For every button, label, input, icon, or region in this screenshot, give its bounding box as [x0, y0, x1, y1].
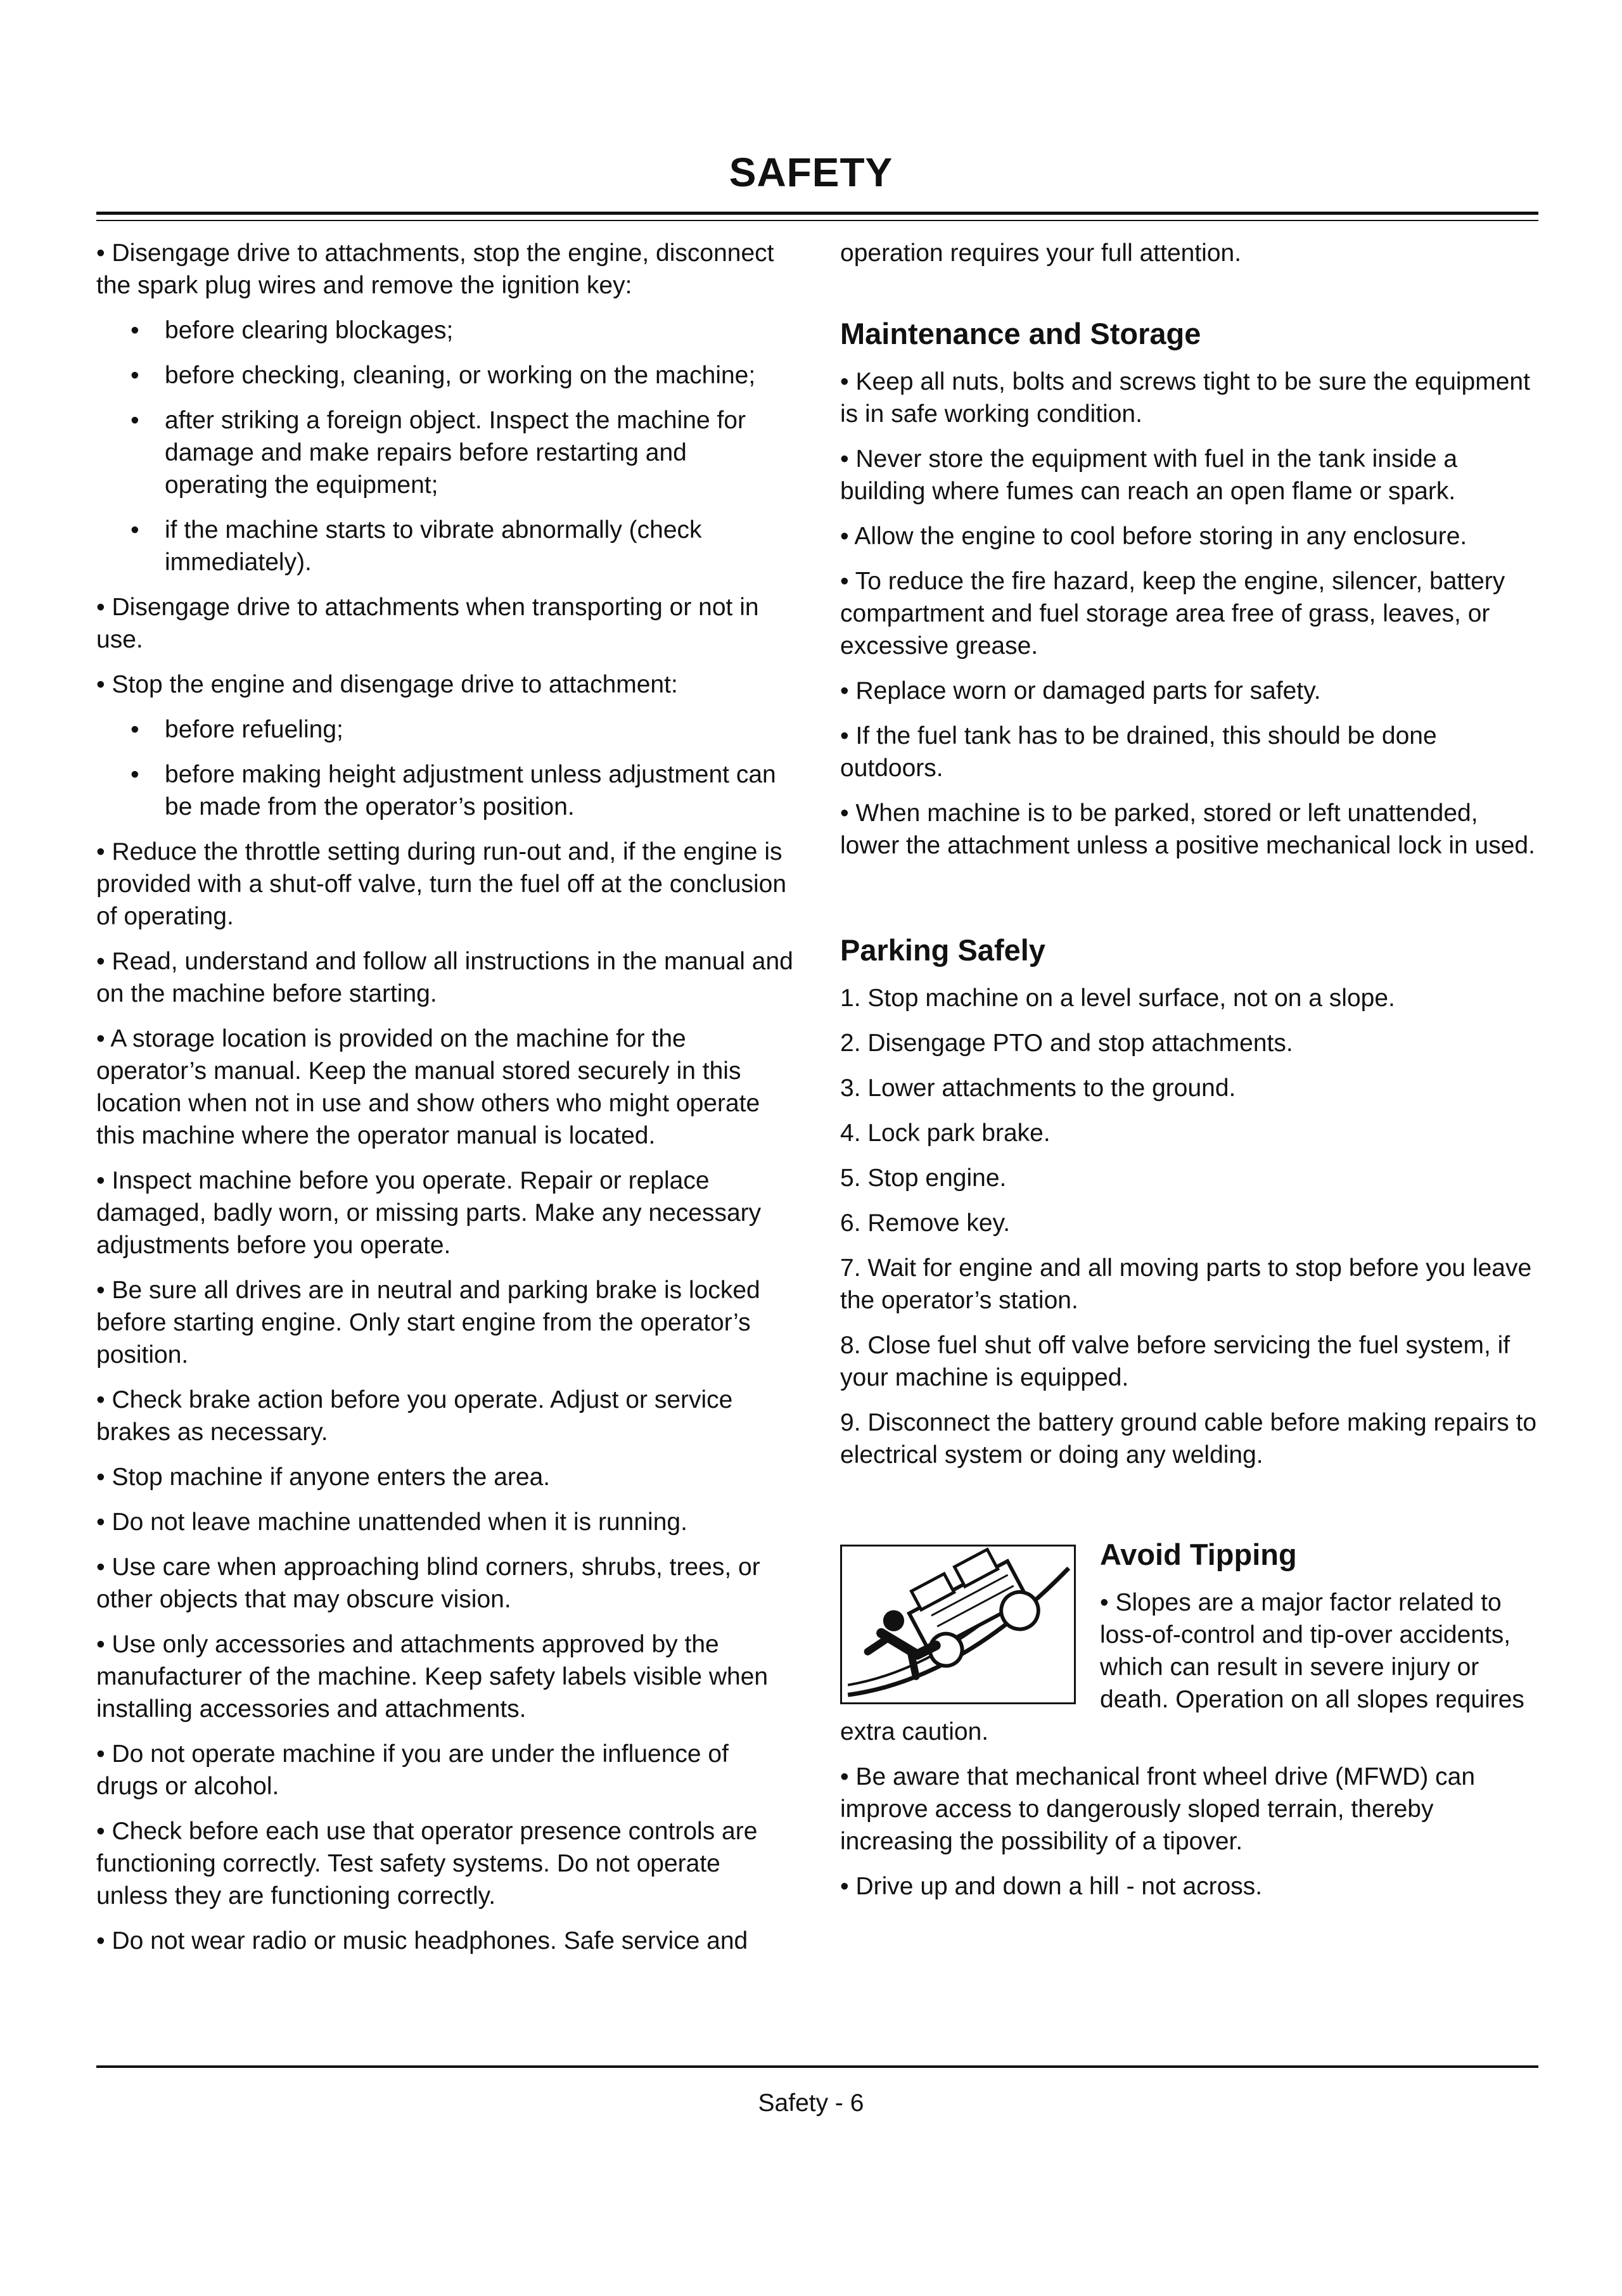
list-item: • A storage location is provided on the machine for the operator’s manual. Keep the manual stored securely in this location when not in use and show others who might operate this machine where the operator manual is located.	[96, 1025, 760, 1149]
list-item: • When machine is to be parked, stored or left unattended, lower the attachment unless a positive mechanical lock in used.	[840, 800, 1535, 859]
list-item: • Do not wear radio or music headphones. Safe service and	[96, 1927, 748, 1955]
sub-item: • before refueling;	[131, 716, 343, 743]
header-rule-thin	[96, 220, 1538, 221]
list-item: • Be aware that mechanical front wheel drive (MFWD) can improve access to dangerously sloped terrain, thereby increasing the possibility of a tipover.	[840, 1763, 1476, 1855]
header-rule-thick	[96, 212, 1538, 215]
numbered-step: 9. Disconnect the battery ground cable before making repairs to electrical system or doing any welding.	[840, 1409, 1537, 1469]
page-title: SAFETY	[729, 150, 893, 195]
list-item: • Never store the equipment with fuel in the tank inside a building where fumes can reach an open flame or spark.	[840, 445, 1458, 505]
bullet-stop-engine: • Stop the engine and disengage drive to attachment:	[96, 671, 678, 698]
tipover-warning-icon	[840, 1545, 1076, 1704]
list-item: • Reduce the throttle setting during run-out and, if the engine is provided with a shut-off valve, turn the fuel off at the conclusion of operating.	[96, 838, 787, 930]
sub-item: • before making height adjustment unless adjustment can be made from the operator’s position.	[131, 761, 776, 820]
list-item: • Check before each use that operator presence controls are functioning correctly. Test safety systems. Do not operate unless they are functioning correctly.	[96, 1818, 758, 1910]
continuation-text: operation requires your full attention.	[840, 239, 1242, 267]
sub-item: • after striking a foreign object. Inspect the machine for damage and make repairs before restarting and operating the equipment;	[131, 407, 746, 499]
bullet-disengage-drive: • Disengage drive to attachments, stop the engine, disconnect the spark plug wires and remove the ignition key:	[96, 239, 774, 299]
sub-item: • if the machine starts to vibrate abnormally (check immediately).	[131, 516, 702, 576]
list-item: • Do not leave machine unattended when it is running.	[96, 1508, 687, 1536]
section-heading-maintenance: Maintenance and Storage	[840, 317, 1201, 350]
numbered-step: 6. Remove key.	[840, 1209, 1011, 1237]
list-item: • To reduce the fire hazard, keep the engine, silencer, battery compartment and fuel storage area free of grass, leaves, or excessive grease.	[840, 568, 1505, 660]
list-item: • If the fuel tank has to be drained, this should be done outdoors.	[840, 722, 1437, 782]
left-column	[96, 237, 793, 1970]
list-item: • Replace worn or damaged parts for safety.	[840, 677, 1321, 705]
list-item: • Read, understand and follow all instructions in the manual and on the machine before starting.	[96, 948, 793, 1007]
numbered-step: 1. Stop machine on a level surface, not on a slope.	[840, 985, 1395, 1012]
list-item: • Be sure all drives are in neutral and parking brake is locked before starting engine. Only start engine from the operator’s position.	[96, 1277, 760, 1368]
footer-rule	[96, 2065, 1538, 2068]
section-heading-parking: Parking Safely	[840, 933, 1045, 967]
bullet-transport: • Disengage drive to attachments when transporting or not in use.	[96, 594, 759, 653]
list-item: • Keep all nuts, bolts and screws tight to be sure the equipment is in safe working condition.	[840, 368, 1530, 428]
numbered-step: 4. Lock park brake.	[840, 1119, 1050, 1147]
list-item: • Check brake action before you operate. Adjust or service brakes as necessary.	[96, 1386, 733, 1446]
list-item: • Do not operate machine if you are under the influence of drugs or alcohol.	[96, 1740, 729, 1800]
list-item: • Slopes are a major factor related to loss-of-control and tip-over accidents, which can result in severe injury or death. Operation on all slopes requires extra caution.	[840, 1589, 1524, 1745]
avoid-tipping-section	[840, 1536, 1538, 1903]
numbered-step: 7. Wait for engine and all moving parts to stop before you leave the operator’s station.	[840, 1254, 1532, 1314]
list-item: • Use care when approaching blind corners, shrubs, trees, or other objects that may obscure vision.	[96, 1553, 760, 1613]
list-item: • Drive up and down a hill - not across.	[840, 1873, 1263, 1900]
numbered-step: 8. Close fuel shut off valve before servicing the fuel system, if your machine is equipped.	[840, 1332, 1510, 1391]
list-item: • Allow the engine to cool before storing in any enclosure.	[840, 523, 1467, 550]
section-heading-tipping: Avoid Tipping	[1100, 1538, 1297, 1571]
list-item: • Use only accessories and attachments approved by the manufacturer of the machine. Keep safety labels visible when installing accessories and attachments.	[96, 1631, 769, 1723]
list-item: • Stop machine if anyone enters the area.	[96, 1464, 551, 1491]
right-column	[840, 237, 1538, 1915]
numbered-step: 5. Stop engine.	[840, 1164, 1007, 1192]
numbered-step: 2. Disengage PTO and stop attachments.	[840, 1030, 1293, 1057]
list-item: • Inspect machine before you operate. Repair or replace damaged, badly worn, or missing parts. Make any necessary adjustments before you operate.	[96, 1167, 762, 1259]
sub-item: • before checking, cleaning, or working on the machine;	[131, 362, 756, 389]
numbered-step: 3. Lower attachments to the ground.	[840, 1075, 1236, 1102]
page-number: Safety - 6	[758, 2089, 864, 2117]
sub-item: • before clearing blockages;	[131, 317, 454, 344]
